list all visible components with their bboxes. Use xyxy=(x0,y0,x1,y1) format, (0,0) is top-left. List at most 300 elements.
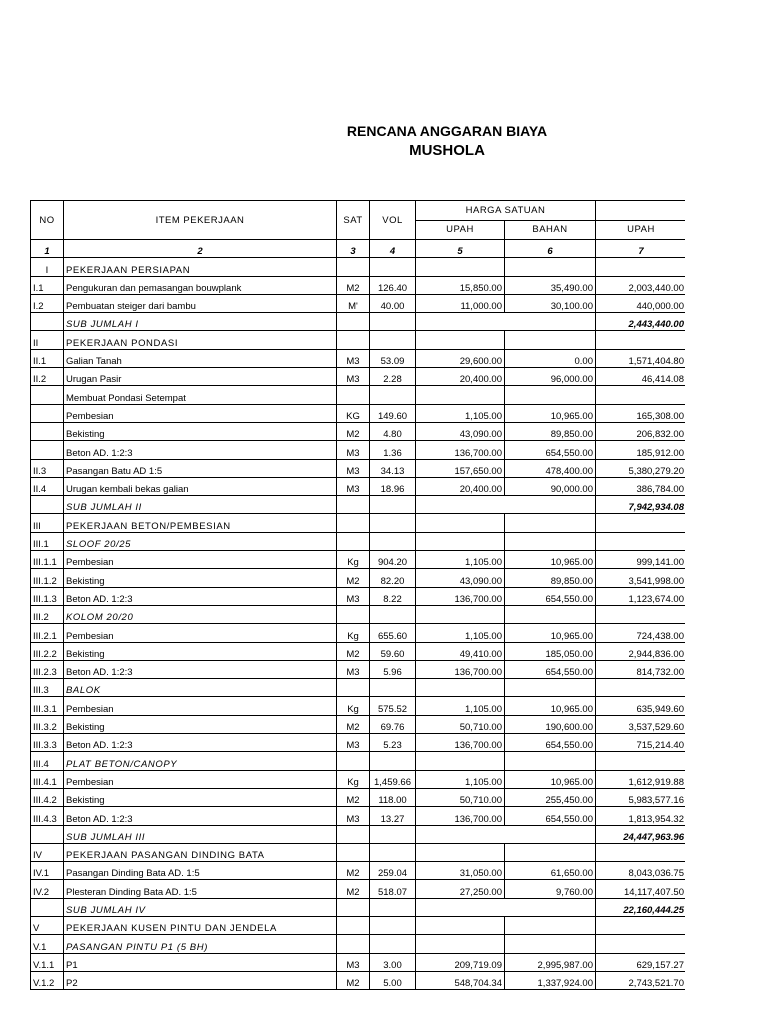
cell-no: III.1 xyxy=(31,532,64,550)
cell-sat: M2 xyxy=(337,715,370,733)
cell-vol: 126.40 xyxy=(370,276,416,294)
column-number: 7 xyxy=(596,240,687,258)
cell-sat: KG xyxy=(337,404,370,422)
cell-no: III.1.2 xyxy=(31,569,64,587)
cell-bahan xyxy=(505,935,596,953)
table-row xyxy=(31,532,687,550)
cell-no: I.1 xyxy=(31,276,64,294)
cell-vol: 5.96 xyxy=(370,660,416,678)
budget-table xyxy=(30,200,687,990)
cell-sat xyxy=(337,331,370,349)
cell-total xyxy=(596,752,687,770)
cell-upah: 136,700.00 xyxy=(416,441,505,459)
cell-upah xyxy=(416,258,505,276)
cell-vol: 3.00 xyxy=(370,953,416,971)
cell-total: 635,949.60 xyxy=(596,697,687,715)
section-row xyxy=(31,331,687,349)
cell-no xyxy=(31,386,64,404)
table-row xyxy=(31,368,687,386)
cell-total xyxy=(596,331,687,349)
cell-total xyxy=(596,386,687,404)
cell-upah: 50,710.00 xyxy=(416,715,505,733)
table-row xyxy=(31,605,687,623)
cell-total: 206,832.00 xyxy=(596,422,687,440)
cell-upah: 49,410.00 xyxy=(416,642,505,660)
cell-bahan xyxy=(505,605,596,623)
cell-bahan: 654,550.00 xyxy=(505,807,596,825)
cell-vol: 904.20 xyxy=(370,551,416,569)
cell-sat xyxy=(337,825,370,843)
table-row xyxy=(31,971,687,989)
cell-item: Pembesian xyxy=(64,551,337,569)
cell-bahan: 654,550.00 xyxy=(505,587,596,605)
cell-upah: 11,000.00 xyxy=(416,294,505,312)
cell-upah: 31,050.00 xyxy=(416,862,505,880)
subtotal-row xyxy=(31,898,687,916)
subtotal-row xyxy=(31,825,687,843)
cell-no: III.1.3 xyxy=(31,587,64,605)
cell-vol xyxy=(370,514,416,532)
cell-item: Bekisting xyxy=(64,788,337,806)
cell-upah: 136,700.00 xyxy=(416,734,505,752)
table-row xyxy=(31,642,687,660)
cell-vol: 655.60 xyxy=(370,624,416,642)
section-row xyxy=(31,916,687,934)
cell-bahan: 89,850.00 xyxy=(505,569,596,587)
cell-vol: 13.27 xyxy=(370,807,416,825)
cell-sat xyxy=(337,532,370,550)
cell-item: Bekisting xyxy=(64,569,337,587)
cell-no: V.1.1 xyxy=(31,953,64,971)
cell-total: 3,537,529.60 xyxy=(596,715,687,733)
cell-bahan: 10,965.00 xyxy=(505,697,596,715)
cell-no xyxy=(31,422,64,440)
cell-bahan: 0.00 xyxy=(505,349,596,367)
cell-upah: 50,710.00 xyxy=(416,788,505,806)
cell-vol: 18.96 xyxy=(370,477,416,495)
cell-upah: 20,400.00 xyxy=(416,368,505,386)
cell-total: 1,813,954.32 xyxy=(596,807,687,825)
table-row xyxy=(31,551,687,569)
table-row xyxy=(31,880,687,898)
cell-total xyxy=(596,514,687,532)
cell-vol xyxy=(370,935,416,953)
table-row xyxy=(31,807,687,825)
table-row xyxy=(31,715,687,733)
header-item: ITEM PEKERJAAN xyxy=(64,201,337,240)
table-row xyxy=(31,569,687,587)
cell-sat: Kg xyxy=(337,770,370,788)
cell-vol: 2.28 xyxy=(370,368,416,386)
cell-sat xyxy=(337,679,370,697)
cell-total: 2,443,440.00 xyxy=(596,313,687,331)
cell-total: 5,380,279.20 xyxy=(596,459,687,477)
cell-item: Pembesian xyxy=(64,770,337,788)
cell-item: Beton AD. 1:2:3 xyxy=(64,441,337,459)
cell-no xyxy=(31,898,64,916)
table-row xyxy=(31,587,687,605)
table-row xyxy=(31,953,687,971)
cell-item: Beton AD. 1:2:3 xyxy=(64,660,337,678)
column-number: 4 xyxy=(370,240,416,258)
cell-no: V xyxy=(31,916,64,934)
cell-bahan xyxy=(505,916,596,934)
cell-sat: M3 xyxy=(337,459,370,477)
cell-no: III.3.1 xyxy=(31,697,64,715)
table-row xyxy=(31,477,687,495)
page-subtitle: MUSHOLA xyxy=(409,142,485,159)
cell-no xyxy=(31,496,64,514)
cell-item: Urugan kembali bekas galian xyxy=(64,477,337,495)
cell-sat: Kg xyxy=(337,624,370,642)
cell-upah: 43,090.00 xyxy=(416,569,505,587)
cell-bahan: 1,337,924.00 xyxy=(505,971,596,989)
header-sat: SAT xyxy=(337,201,370,240)
cell-sat: M3 xyxy=(337,441,370,459)
cell-item: PLAT BETON/CANOPY xyxy=(64,752,337,770)
cell-bahan: 61,650.00 xyxy=(505,862,596,880)
cell-upah: 1,105.00 xyxy=(416,697,505,715)
table-row xyxy=(31,386,687,404)
subtotal-row xyxy=(31,496,687,514)
cell-bahan: 255,450.00 xyxy=(505,788,596,806)
cell-item: PEKERJAAN KUSEN PINTU DAN JENDELA xyxy=(64,916,337,934)
cell-no: III.4 xyxy=(31,752,64,770)
cell-total: 24,447,963.96 xyxy=(596,825,687,843)
cell-sat xyxy=(337,258,370,276)
cell-item: SUB JUMLAH III xyxy=(64,825,337,843)
cell-item: Pembesian xyxy=(64,624,337,642)
table-row xyxy=(31,734,687,752)
cell-sat: M3 xyxy=(337,734,370,752)
cell-vol xyxy=(370,605,416,623)
cell-upah xyxy=(416,386,505,404)
cell-upah xyxy=(416,331,505,349)
cell-sat xyxy=(337,496,370,514)
cell-vol: 259.04 xyxy=(370,862,416,880)
table-row xyxy=(31,935,687,953)
cell-upah: 20,400.00 xyxy=(416,477,505,495)
cell-no xyxy=(31,825,64,843)
cell-item: SUB JUMLAH I xyxy=(64,313,337,331)
cell-sat: M2 xyxy=(337,971,370,989)
cell-total: 715,214.40 xyxy=(596,734,687,752)
header-upah-total: UPAH xyxy=(596,220,687,240)
cell-total: 2,003,440.00 xyxy=(596,276,687,294)
cell-total xyxy=(596,605,687,623)
cell-upah: 1,105.00 xyxy=(416,404,505,422)
cell-upah xyxy=(416,514,505,532)
cell-upah: 136,700.00 xyxy=(416,587,505,605)
cell-item: Pengukuran dan pemasangan bouwplank xyxy=(64,276,337,294)
cell-total: 440,000.00 xyxy=(596,294,687,312)
cell-vol xyxy=(370,258,416,276)
cell-item: PASANGAN PINTU P1 (5 BH) xyxy=(64,935,337,953)
cell-no: III.3.2 xyxy=(31,715,64,733)
cell-item: Galian Tanah xyxy=(64,349,337,367)
cell-total: 8,043,036.75 xyxy=(596,862,687,880)
cell-bahan: 2,995,987.00 xyxy=(505,953,596,971)
table-row xyxy=(31,697,687,715)
table-row xyxy=(31,422,687,440)
table-row xyxy=(31,862,687,880)
cell-item: Beton AD. 1:2:3 xyxy=(64,807,337,825)
cell-item: P2 xyxy=(64,971,337,989)
cell-item: SLOOF 20/25 xyxy=(64,532,337,550)
cell-total: 3,541,998.00 xyxy=(596,569,687,587)
cell-bahan xyxy=(505,331,596,349)
cell-vol: 40.00 xyxy=(370,294,416,312)
cell-total xyxy=(596,843,687,861)
table-row xyxy=(31,441,687,459)
cell-no: III.4.1 xyxy=(31,770,64,788)
cell-upah: 1,105.00 xyxy=(416,551,505,569)
column-number: 5 xyxy=(416,240,505,258)
cell-total: 1,571,404.80 xyxy=(596,349,687,367)
cell-item: Pasangan Batu AD 1:5 xyxy=(64,459,337,477)
cell-item: KOLOM 20/20 xyxy=(64,605,337,623)
cell-bahan xyxy=(505,258,596,276)
cell-bahan: 654,550.00 xyxy=(505,734,596,752)
cell-no xyxy=(31,441,64,459)
table-row xyxy=(31,752,687,770)
cell-vol: 53.09 xyxy=(370,349,416,367)
cell-vol: 8.22 xyxy=(370,587,416,605)
cell-bahan: 96,000.00 xyxy=(505,368,596,386)
cell-sat: M2 xyxy=(337,862,370,880)
cell-upah xyxy=(416,935,505,953)
section-row xyxy=(31,514,687,532)
cell-no: III.4.3 xyxy=(31,807,64,825)
table-header-row xyxy=(31,201,687,221)
header-vol: VOL xyxy=(370,201,416,240)
cell-bahan: 10,965.00 xyxy=(505,770,596,788)
cell-sat xyxy=(337,916,370,934)
cell-upah: 548,704.34 xyxy=(416,971,505,989)
cell-vol: 69.76 xyxy=(370,715,416,733)
cell-sat: M2 xyxy=(337,880,370,898)
cell-total: 46,414.08 xyxy=(596,368,687,386)
cell-vol: 34.13 xyxy=(370,459,416,477)
cell-total: 165,308.00 xyxy=(596,404,687,422)
cell-no xyxy=(31,313,64,331)
cell-bahan: 89,850.00 xyxy=(505,422,596,440)
cell-item: Beton AD. 1:2:3 xyxy=(64,587,337,605)
cell-item: PEKERJAAN PERSIAPAN xyxy=(64,258,337,276)
cell-vol xyxy=(370,532,416,550)
cell-item: Bekisting xyxy=(64,715,337,733)
cell-sat: M3 xyxy=(337,368,370,386)
cell-upah xyxy=(416,532,505,550)
cell-sat xyxy=(337,752,370,770)
cell-bahan xyxy=(505,752,596,770)
cell-item: Pembesian xyxy=(64,404,337,422)
cell-sat: M' xyxy=(337,294,370,312)
cell-total: 185,912.00 xyxy=(596,441,687,459)
cell-total: 999,141.00 xyxy=(596,551,687,569)
cell-sat: Kg xyxy=(337,697,370,715)
cell-sat: M3 xyxy=(337,477,370,495)
cell-bahan xyxy=(505,532,596,550)
cell-vol xyxy=(370,496,416,514)
table-row xyxy=(31,788,687,806)
cell-item: Urugan Pasir xyxy=(64,368,337,386)
cell-total: 386,784.00 xyxy=(596,477,687,495)
cell-total: 2,743,521.70 xyxy=(596,971,687,989)
cell-vol xyxy=(370,825,416,843)
cell-vol xyxy=(370,331,416,349)
cell-upah: 209,719.09 xyxy=(416,953,505,971)
cell-harga xyxy=(416,313,596,331)
cell-harga xyxy=(416,898,596,916)
cell-bahan: 35,490.00 xyxy=(505,276,596,294)
table-row xyxy=(31,624,687,642)
column-number-row xyxy=(31,240,687,258)
table-row xyxy=(31,679,687,697)
cell-vol: 82.20 xyxy=(370,569,416,587)
cell-sat xyxy=(337,605,370,623)
cell-no: II.1 xyxy=(31,349,64,367)
cell-item: SUB JUMLAH II xyxy=(64,496,337,514)
cell-no: III.2.1 xyxy=(31,624,64,642)
table-row xyxy=(31,294,687,312)
cell-total: 2,944,836.00 xyxy=(596,642,687,660)
column-number: 6 xyxy=(505,240,596,258)
cell-vol xyxy=(370,843,416,861)
cell-item: Pasangan Dinding Bata AD. 1:5 xyxy=(64,862,337,880)
cell-vol: 1.36 xyxy=(370,441,416,459)
cell-item: Pembuatan steiger dari bambu xyxy=(64,294,337,312)
cell-vol: 59.60 xyxy=(370,642,416,660)
cell-sat: M2 xyxy=(337,422,370,440)
cell-vol xyxy=(370,916,416,934)
cell-total: 14,117,407.50 xyxy=(596,880,687,898)
cell-bahan xyxy=(505,386,596,404)
cell-sat xyxy=(337,898,370,916)
cell-no: II xyxy=(31,331,64,349)
cell-sat: Kg xyxy=(337,551,370,569)
cell-vol: 5.00 xyxy=(370,971,416,989)
cell-sat: M3 xyxy=(337,660,370,678)
cell-sat xyxy=(337,386,370,404)
cell-vol xyxy=(370,898,416,916)
table-row xyxy=(31,349,687,367)
cell-item: Beton AD. 1:2:3 xyxy=(64,734,337,752)
header-upah: UPAH xyxy=(416,220,505,240)
cell-vol: 118.00 xyxy=(370,788,416,806)
cell-no: IV.1 xyxy=(31,862,64,880)
subtotal-row xyxy=(31,313,687,331)
cell-upah xyxy=(416,679,505,697)
cell-bahan: 9,760.00 xyxy=(505,880,596,898)
page-title: RENCANA ANGGARAN BIAYA xyxy=(346,123,548,139)
cell-upah: 29,600.00 xyxy=(416,349,505,367)
cell-total: 724,438.00 xyxy=(596,624,687,642)
cell-total: 5,983,577.16 xyxy=(596,788,687,806)
cell-total: 7,942,934.08 xyxy=(596,496,687,514)
cell-upah: 136,700.00 xyxy=(416,807,505,825)
header-no: NO xyxy=(31,201,64,240)
cell-item: Bekisting xyxy=(64,422,337,440)
cell-item: P1 xyxy=(64,953,337,971)
cell-no xyxy=(31,404,64,422)
cell-no: II.2 xyxy=(31,368,64,386)
cell-item: Bekisting xyxy=(64,642,337,660)
cell-bahan: 190,600.00 xyxy=(505,715,596,733)
cell-upah: 1,105.00 xyxy=(416,624,505,642)
cell-vol: 1,459.66 xyxy=(370,770,416,788)
cell-item: PEKERJAAN PONDASI xyxy=(64,331,337,349)
cell-bahan: 10,965.00 xyxy=(505,624,596,642)
cell-no: III.4.2 xyxy=(31,788,64,806)
cell-vol xyxy=(370,313,416,331)
cell-bahan: 654,550.00 xyxy=(505,660,596,678)
cell-upah xyxy=(416,752,505,770)
cell-no: V.1 xyxy=(31,935,64,953)
section-row xyxy=(31,258,687,276)
cell-no: I.2 xyxy=(31,294,64,312)
cell-sat: M3 xyxy=(337,349,370,367)
cell-upah: 136,700.00 xyxy=(416,660,505,678)
page-clip xyxy=(685,200,768,1024)
cell-no: III.3 xyxy=(31,679,64,697)
cell-vol xyxy=(370,386,416,404)
cell-upah: 15,850.00 xyxy=(416,276,505,294)
cell-vol xyxy=(370,679,416,697)
cell-vol: 518.07 xyxy=(370,880,416,898)
cell-no: II.4 xyxy=(31,477,64,495)
table-row xyxy=(31,459,687,477)
cell-vol: 149.60 xyxy=(370,404,416,422)
cell-sat: M3 xyxy=(337,953,370,971)
cell-total xyxy=(596,935,687,953)
table-row xyxy=(31,660,687,678)
section-row xyxy=(31,843,687,861)
cell-harga xyxy=(416,496,596,514)
cell-total: 1,123,674.00 xyxy=(596,587,687,605)
cell-no: III.2.2 xyxy=(31,642,64,660)
cell-sat xyxy=(337,843,370,861)
cell-upah: 1,105.00 xyxy=(416,770,505,788)
cell-item: Pembesian xyxy=(64,697,337,715)
column-number: 2 xyxy=(64,240,337,258)
cell-total: 1,612,919.88 xyxy=(596,770,687,788)
cell-sat: M2 xyxy=(337,569,370,587)
cell-no: III xyxy=(31,514,64,532)
cell-sat xyxy=(337,514,370,532)
cell-no: II.3 xyxy=(31,459,64,477)
cell-item: SUB JUMLAH IV xyxy=(64,898,337,916)
cell-upah xyxy=(416,843,505,861)
cell-item: BALOK xyxy=(64,679,337,697)
cell-sat xyxy=(337,313,370,331)
cell-bahan: 654,550.00 xyxy=(505,441,596,459)
cell-total xyxy=(596,679,687,697)
cell-item: Plesteran Dinding Bata AD. 1:5 xyxy=(64,880,337,898)
cell-vol: 575.52 xyxy=(370,697,416,715)
cell-total xyxy=(596,916,687,934)
column-number: 1 xyxy=(31,240,64,258)
cell-upah: 27,250.00 xyxy=(416,880,505,898)
cell-no: I xyxy=(31,258,64,276)
cell-no: III.3.3 xyxy=(31,734,64,752)
cell-upah xyxy=(416,605,505,623)
cell-bahan: 10,965.00 xyxy=(505,551,596,569)
cell-upah: 43,090.00 xyxy=(416,422,505,440)
cell-total xyxy=(596,258,687,276)
cell-upah: 157,650.00 xyxy=(416,459,505,477)
cell-bahan xyxy=(505,514,596,532)
